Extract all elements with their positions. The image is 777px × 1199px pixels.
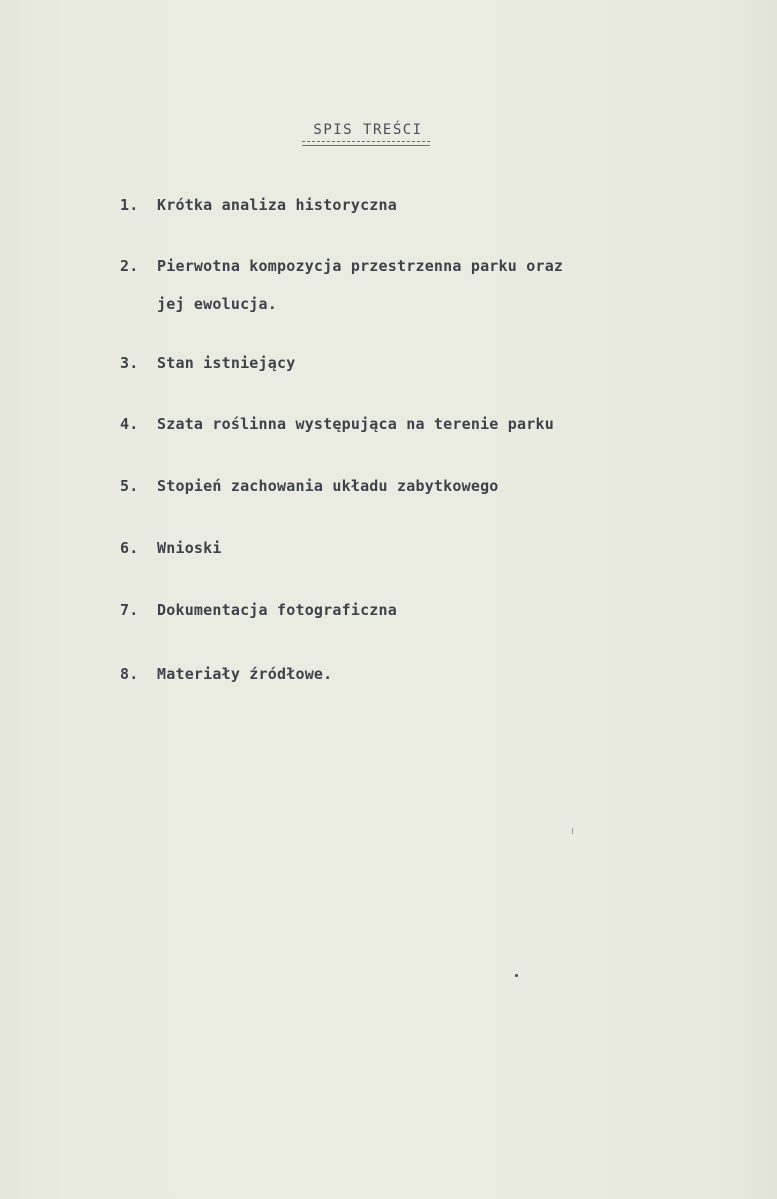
toc-text: Stopień zachowania układu zabytkowego — [157, 477, 499, 495]
toc-item-5 — [120, 467, 499, 505]
toc-item-4 — [120, 405, 554, 443]
toc-item-1 — [120, 186, 397, 224]
toc-item-7 — [120, 591, 397, 629]
toc-item-2 — [120, 247, 563, 323]
page-title: SPIS TREŚCI — [313, 122, 423, 138]
toc-text: Szata roślinna występująca na terenie parku — [157, 415, 554, 433]
toc-item-8 — [120, 655, 332, 693]
toc-text: Pierwotna kompozycja przestrzenna parku oraz — [157, 257, 564, 275]
paper-speck — [515, 974, 518, 977]
toc-text: Wnioski — [157, 539, 222, 557]
toc-item-6 — [120, 529, 222, 567]
toc-number: 7. — [120, 601, 139, 619]
toc-number: 2. — [120, 257, 139, 275]
toc-number: 6. — [120, 539, 139, 557]
toc-text: Stan istniejący — [157, 354, 296, 372]
toc-text-continuation: jej ewolucja. — [157, 295, 277, 313]
toc-number: 8. — [120, 665, 139, 683]
paper-speck — [572, 828, 573, 834]
toc-text: Materiały źródłowe. — [157, 665, 333, 683]
toc-text: Dokumentacja fotograficzna — [157, 601, 397, 619]
toc-text: Krótka analiza historyczna — [157, 196, 397, 214]
toc-number: 1. — [120, 196, 139, 214]
toc-number: 5. — [120, 477, 139, 495]
title-underline — [302, 141, 430, 146]
toc-item-3 — [120, 344, 295, 382]
toc-number: 3. — [120, 354, 139, 372]
toc-number: 4. — [120, 415, 139, 433]
